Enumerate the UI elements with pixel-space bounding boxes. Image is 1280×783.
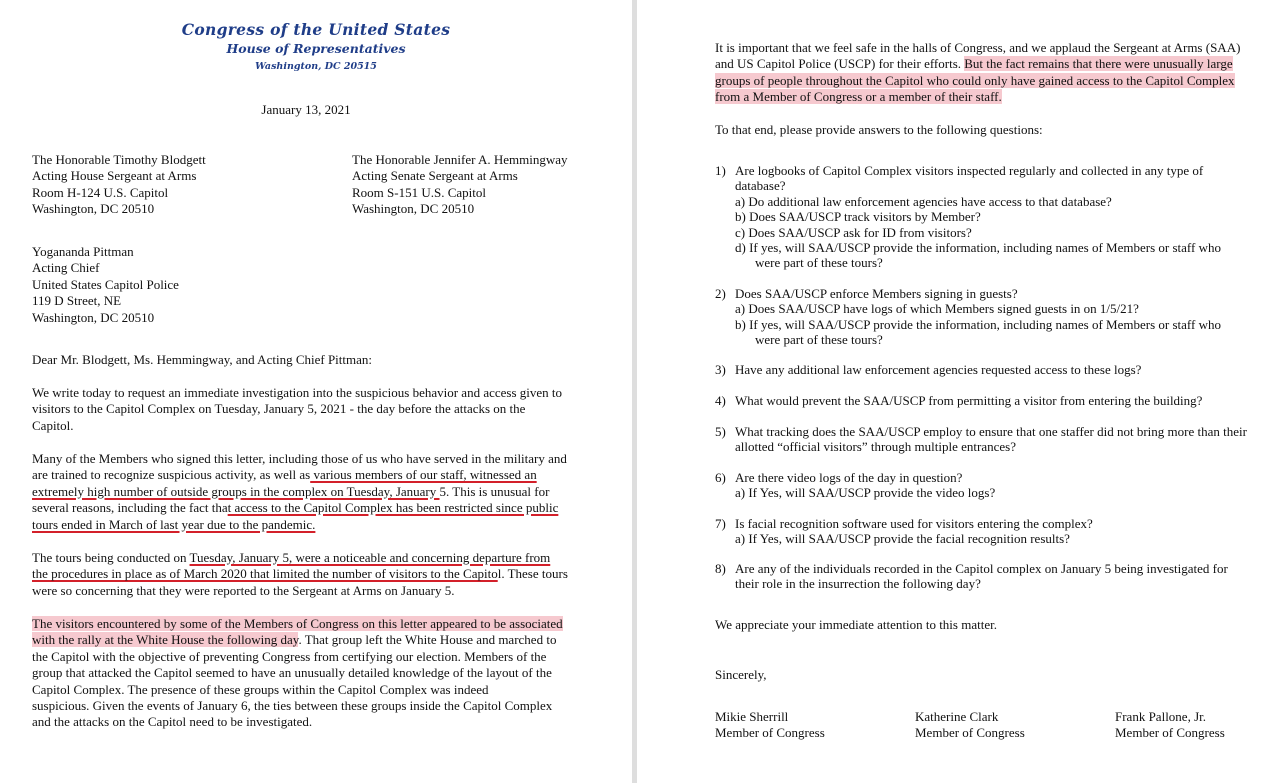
highlighted-text: with the rally at the White House the following day — [32, 632, 299, 648]
question-number: 7) — [715, 516, 726, 531]
signer-title: Member of Congress — [1115, 725, 1225, 741]
question-number: 8) — [715, 561, 726, 576]
question-number: 6) — [715, 470, 726, 485]
highlighted-text: But the fact remains that there were unusually large — [964, 56, 1233, 72]
paragraph-visitors: The visitors encountered by some of the Members of Congress on this letter appeared to be associated with the rally at the White House the following day. That group left the White House and marched to the Capitol with the objective of preventing Congress from certifying our election. Members of the group that attacked the Capitol seemed to have an unusually detailed knowledge of the layout of the Capitol Complex. The presence of these groups within the Capitol Complex was indeed suspicious. Given the events of January 6, the ties between these groups inside the Capitol Complex and the attacks on the Capitol need to be investigated. — [32, 616, 563, 730]
addressee-senate-saa: The Honorable Jennifer A. Hemmingway Acting Senate Sergeant at Arms Room S-151 U.S. Capitol Washington, DC 20510 — [352, 152, 568, 217]
paragraph-tours: The tours being conducted on Tuesday, January 5, were a noticeable and concerning departure from the procedures in place as of March 2020 that limited the number of visitors to the Capitol. These tours were so concerning that they were reported to the Sergeant at Arms on January 5. — [32, 550, 568, 598]
underlined-text: various members of our staff, witnessed an — [310, 467, 537, 483]
signer-name: Frank Pallone, Jr. — [1115, 709, 1206, 724]
question-number: 4) — [715, 393, 726, 408]
underlined-text: extremely high number of outside groups in the complex on Tuesday, January — [32, 483, 440, 499]
signer-name: Katherine Clark — [915, 709, 999, 724]
salutation: Dear Mr. Blodgett, Ms. Hemmingway, and Acting Chief Pittman: — [32, 352, 373, 367]
letterhead-subtitle: House of Representatives — [226, 41, 406, 56]
letter-date: January 13, 2021 — [261, 102, 351, 117]
underlined-text: the procedures in place as of March 2020 that limited the number of visitors to the Capito — [32, 566, 498, 582]
signer-title: Member of Congress — [915, 725, 1025, 741]
question-number: 1) — [715, 163, 726, 178]
letter-page-1 — [0, 0, 632, 783]
signer-title: Member of Congress — [715, 725, 825, 741]
paragraph-observations: Many of the Members who signed this letter, including those of us who have served in the military and are trained to recognize suspicious activity, as well as various members of our staff, witnessed an extremely high number of outside groups in the complex on Tuesday, January 5. This is unusual for several reasons, including the fact that access to the Capitol Complex has been restricted since public tours ended in March of last year due to the pandemic. — [32, 451, 567, 532]
signer-1 — [715, 709, 825, 742]
highlighted-text: from a Member of Congress or a member of their staff. — [715, 89, 1002, 105]
question-number: 5) — [715, 424, 726, 439]
letterhead-location: Washington, DC 20515 — [255, 61, 377, 72]
underlined-text: Tuesday, January 5, were a noticeable and concerning departure from — [189, 550, 551, 565]
closing-note: We appreciate your immediate attention to this matter. — [715, 617, 997, 632]
paragraph-request: We write today to request an immediate investigation into the suspicious behavior and access given to visitors to the Capitol Complex on Tuesday, January 5, 2021 - the day before the attacks on the Capitol. — [32, 385, 563, 433]
letterhead-title: Congress of the United States — [181, 20, 451, 39]
highlighted-text: groups of people throughout the Capitol who could only have gained access to the Capitol Complex — [715, 72, 1235, 88]
addressee-house-saa: The Honorable Timothy Blodgett Acting House Sergeant at Arms Room H-124 U.S. Capitol Washington, DC 20510 — [32, 152, 206, 217]
signer-2 — [915, 709, 1025, 742]
underlined-text: t access to the Capitol Complex has been restricted since public — [227, 500, 559, 516]
signer-name: Mikie Sherrill — [715, 709, 789, 724]
underlined-text: tours ended in March of last year due to the pandemic. — [32, 516, 316, 532]
letter-page-2: It is important that we feel safe in the halls of Congress, and we applaud the Sergeant at Arms (SAA) and US Capitol Police (USCP) for their efforts. But the fact remains that there were unusually large groups of people throughout the Capitol who could only have gained access to the Capitol Complex from a Member of Congress or a member of their staff. To that end, please provide answers to the following questions: 1) Are logbooks of Capitol Complex visitors inspected regularly and collected in any type of database? a) Do additional law enforcement agencies have access to that database? b) Does SAA/USCP track visitors by Member? c) Does SAA/USCP ask for ID from visitors? d) If yes, will SAA/USCP provide the information, including names of Members or staff who were part of these tours? 2) Does SAA/USCP enforce Members signing in guests? a) Does SAA/USCP have logs of which Members signed guests in on 1/5/21? b) If yes, will SAA/USCP provide the information, including names of Members or staff who were part of these tours? 3) Have any additional law enforcement agencies requested access to these logs? 4) What would prevent the SAA/USCP from permitting a visitor from entering the building? 5) What tracking does the SAA/USCP employ to ensure that one staffer did not bring more than their allotted “official visitors” through multiple entrances? 6) Are there video logs of the day in question? a) If Yes, will SAA/USCP provide the video logs? 7) Is facial recognition software used for visitors entering the complex? a) If Yes, will SAA/USCP provide the facial recognition results? 8) Are any of the individuals recorded in the Capitol complex on January 5 being investigated for their role in the insurrection the following day? We appreciate your immediate attention to this matter. Sincerely, Mikie Sherrill Member of Congress Katherine Clark Member of Congress Frank Pallone, Jr. Member of Congress — [637, 0, 1280, 783]
signer-3 — [1115, 709, 1225, 742]
questions-intro: To that end, please provide answers to the following questions: — [715, 122, 1043, 137]
addressee-capitol-police: Yogananda Pittman Acting Chief United States Capitol Police 119 D Street, NE Washington, DC 20510 — [32, 244, 179, 325]
paragraph-safety: It is important that we feel safe in the halls of Congress, and we applaud the Sergeant at Arms (SAA) and US Capitol Police (USCP) for their efforts. But the fact remains that there were unusually large groups of people throughout the Capitol who could only have gained access to the Capitol Complex from a Member of Congress or a member of their staff. — [715, 40, 1241, 105]
question-number: 3) — [715, 362, 726, 377]
sign-off: Sincerely, — [715, 667, 767, 682]
question-number: 2) — [715, 286, 726, 301]
highlighted-text: The visitors encountered by some of the Members of Congress on this letter appeared to be associated — [32, 616, 563, 631]
